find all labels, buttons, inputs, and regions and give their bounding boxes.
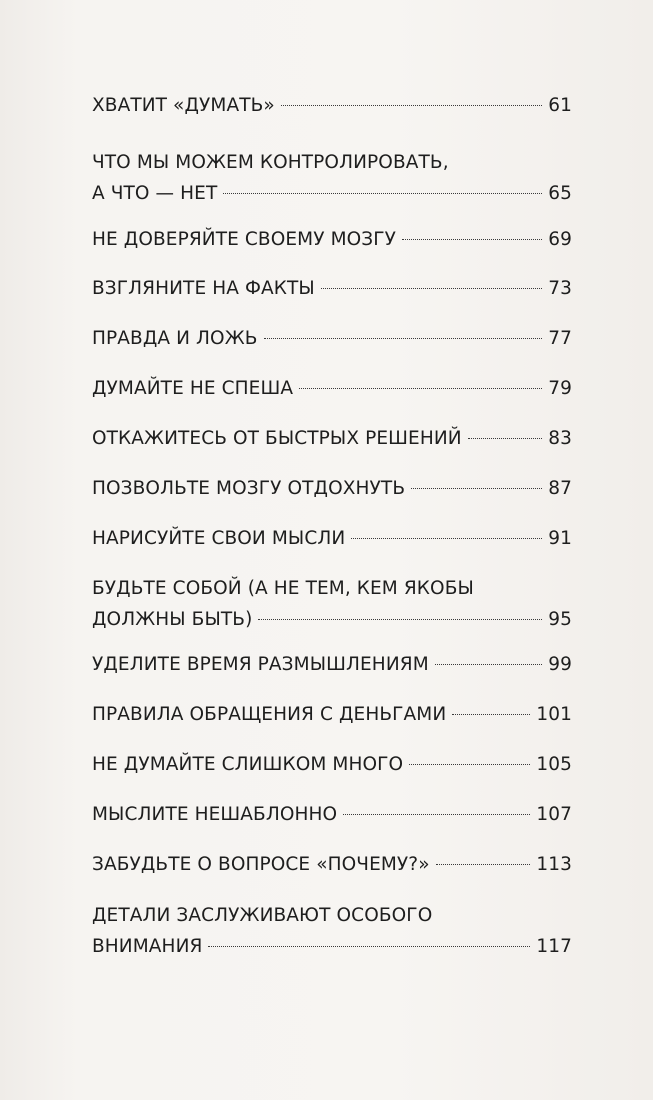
toc-entry-title: ОТКАЖИТЕСЬ ОТ БЫСТРЫХ РЕШЕНИЙ [92, 428, 462, 449]
toc-entry-line [92, 373, 572, 404]
dot-leader [264, 338, 543, 339]
toc-page-number: 113 [536, 854, 572, 875]
toc-entry [92, 900, 572, 962]
toc-entry-line [92, 749, 572, 780]
toc-entry-line [92, 931, 572, 962]
toc-page-number: 107 [536, 804, 572, 825]
toc-entry-line [92, 900, 572, 931]
dot-leader [436, 864, 531, 865]
toc-entry-line [92, 423, 572, 454]
toc-entry [92, 373, 572, 404]
toc-entry-line [92, 849, 572, 880]
toc-entry-title: ЗАБУДЬТЕ О ВОПРОСЕ «ПОЧЕМУ?» [92, 854, 430, 875]
toc-entry-title: УДЕЛИТЕ ВРЕМЯ РАЗМЫШЛЕНИЯМ [92, 654, 429, 675]
toc-entry-title: НЕ ДУМАЙТЕ СЛИШКОМ МНОГО [92, 754, 404, 775]
toc-page-number: 101 [536, 704, 572, 725]
toc-entry-title: НЕ ДОВЕРЯЙТЕ СВОЕМУ МОЗГУ [92, 229, 397, 250]
toc-entry-title: ДОЛЖНЫ БЫТЬ) [92, 609, 253, 630]
toc-entry [92, 649, 572, 680]
toc-entry [92, 523, 572, 554]
toc-entry-title: ЧТО МЫ МОЖЕМ КОНТРОЛИРОВАТЬ, [92, 152, 449, 173]
toc-entry-title: ПРАВИЛА ОБРАЩЕНИЯ С ДЕНЬГАМИ [92, 704, 447, 725]
toc-entry [92, 749, 572, 780]
toc-page-number: 91 [548, 528, 572, 549]
toc-entry-line [92, 604, 572, 635]
dot-leader [409, 764, 530, 765]
toc-page-number: 87 [548, 478, 572, 499]
toc-entry [92, 224, 572, 255]
toc-entry [92, 323, 572, 354]
toc-entry-line [92, 224, 572, 255]
toc-page-number: 105 [536, 754, 572, 775]
dot-leader [435, 664, 542, 665]
dot-leader [321, 288, 542, 289]
toc-page-number: 83 [548, 428, 572, 449]
toc-entry-line [92, 799, 572, 830]
toc-page-number: 61 [548, 95, 572, 116]
toc-entry-line [92, 90, 572, 121]
dot-leader [258, 619, 542, 620]
toc-entry [92, 573, 572, 635]
toc-entry [92, 90, 572, 121]
toc-entry-line [92, 649, 572, 680]
dot-leader [411, 488, 542, 489]
dot-leader [299, 388, 542, 389]
toc-page-number: 73 [548, 278, 572, 299]
toc-entry [92, 699, 572, 730]
dot-leader [468, 438, 543, 439]
dot-leader [281, 105, 542, 106]
toc-entry-title: ДУМАЙТЕ НЕ СПЕША [92, 378, 294, 399]
toc-entry-title: ВЗГЛЯНИТЕ НА ФАКТЫ [92, 278, 315, 299]
toc-entry-title: ПОЗВОЛЬТЕ МОЗГУ ОТДОХНУТЬ [92, 478, 406, 499]
toc-entry-line [92, 573, 572, 604]
toc-page-number: 95 [548, 609, 572, 630]
toc-entry-line [92, 273, 572, 304]
toc-entry-line [92, 147, 572, 178]
toc-entry [92, 147, 572, 209]
toc-page-number: 79 [548, 378, 572, 399]
toc-entry-title: БУДЬТЕ СОБОЙ (А НЕ ТЕМ, КЕМ ЯКОБЫ [92, 578, 474, 599]
dot-leader [402, 239, 542, 240]
toc-entry-line [92, 523, 572, 554]
toc-entry-title: НАРИСУЙТЕ СВОИ МЫСЛИ [92, 528, 346, 549]
toc-page-number: 69 [548, 229, 572, 250]
toc-page-number: 77 [548, 328, 572, 349]
toc-entry [92, 273, 572, 304]
toc-entry [92, 849, 572, 880]
toc-entry-title: А ЧТО — НЕТ [92, 183, 218, 204]
toc-entry [92, 473, 572, 504]
toc-page-number: 117 [536, 936, 572, 957]
toc-entry-line [92, 178, 572, 209]
toc-entry-line [92, 699, 572, 730]
dot-leader [351, 538, 542, 539]
toc-entry-title: МЫСЛИТЕ НЕШАБЛОННО [92, 804, 338, 825]
toc-entry-line [92, 473, 572, 504]
toc-entry-title: ДЕТАЛИ ЗАСЛУЖИВАЮТ ОСОБОГО [92, 905, 433, 926]
toc-page-number: 65 [548, 183, 572, 204]
toc-entry-title: ПРАВДА И ЛОЖЬ [92, 328, 258, 349]
dot-leader [208, 946, 530, 947]
toc-entry-title: ВНИМАНИЯ [92, 936, 203, 957]
dot-leader [343, 814, 530, 815]
toc-entry [92, 799, 572, 830]
toc-page-number: 99 [548, 654, 572, 675]
dot-leader [223, 193, 542, 194]
toc-entry-title: ХВАТИТ «ДУМАТЬ» [92, 95, 275, 116]
dot-leader [452, 714, 530, 715]
toc-entry [92, 423, 572, 454]
toc-entry-line [92, 323, 572, 354]
